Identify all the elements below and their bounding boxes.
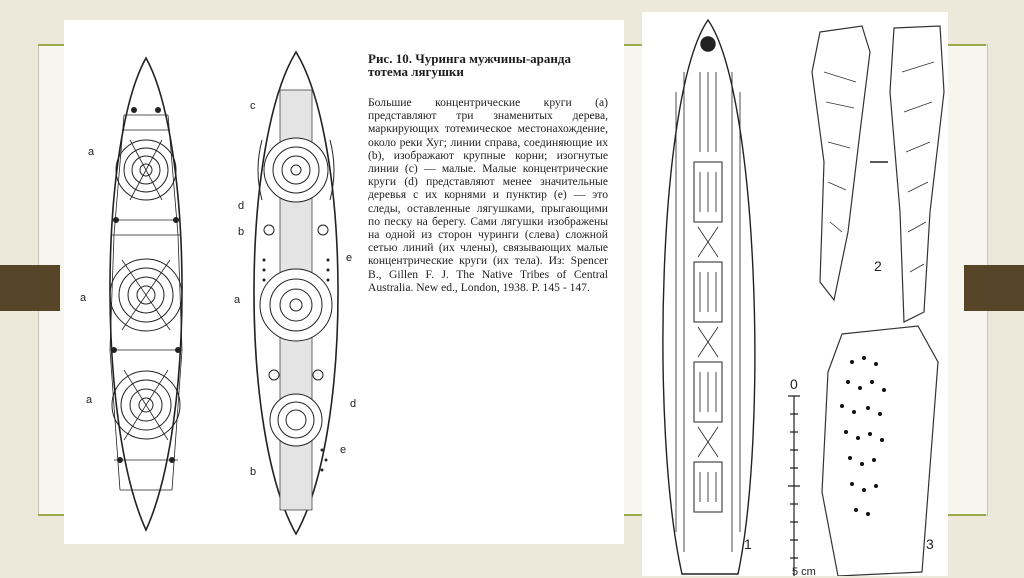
scale-bar: [788, 396, 800, 576]
artifact-number-1: 1: [744, 536, 752, 552]
figure-caption-body: Большие концентрические круги (a) представляют три знаменитых дерева, маркирующих тотемическое местонахождение, около реки Хуг; линии справа, соединяющие их (b), изображают крупные корни; изогнутые линии (c) — малые. Малые концентрические круги (d) представляют менее значительные деревья с их корнями и пунктир (e) — это следы, оставленные лягушками, прыгающими по песку на берегу. Сами лягушки изображены на одной из сторон чуринги (слева) сложной сетью линий (их члены), связывающих малые концентрические круги (их тела). Из: Spencer B., Gillen F. J. The Native Tribes of Central Australia. New ed., London, 1938. P. 145 - 147.: [368, 96, 608, 294]
label-a-1: a: [88, 146, 95, 158]
artifact-number-2: 2: [874, 258, 882, 274]
churinga-back: [254, 52, 338, 534]
scale-zero-label: 0: [790, 376, 798, 392]
right-scan: [642, 12, 948, 576]
churinga-front: [110, 58, 182, 530]
label-e-1: e: [346, 252, 353, 264]
side-tab-left: [0, 265, 60, 311]
side-tab-right: [964, 265, 1024, 311]
scale-unit-label: 5 cm: [792, 566, 816, 578]
figure-caption-title: Рис. 10. Чуринга мужчины-аранда тотема лягушки: [368, 51, 571, 79]
label-b-1: b: [238, 226, 245, 238]
label-d-1: d: [238, 200, 245, 212]
label-a-4: a: [234, 294, 241, 306]
churinga-drawings: [64, 20, 364, 544]
label-c: c: [250, 100, 256, 112]
artifact-number-3: 3: [926, 536, 934, 552]
bone-fragments: [812, 26, 944, 322]
label-d-2: d: [350, 398, 357, 410]
label-a-3: a: [86, 394, 93, 406]
dotted-bone: [822, 326, 938, 576]
label-b-2: b: [250, 466, 257, 478]
label-a-2: a: [80, 292, 87, 304]
artifact-drawings: [642, 12, 948, 576]
engraved-churinga: [663, 20, 755, 574]
label-e-2: e: [340, 444, 347, 456]
